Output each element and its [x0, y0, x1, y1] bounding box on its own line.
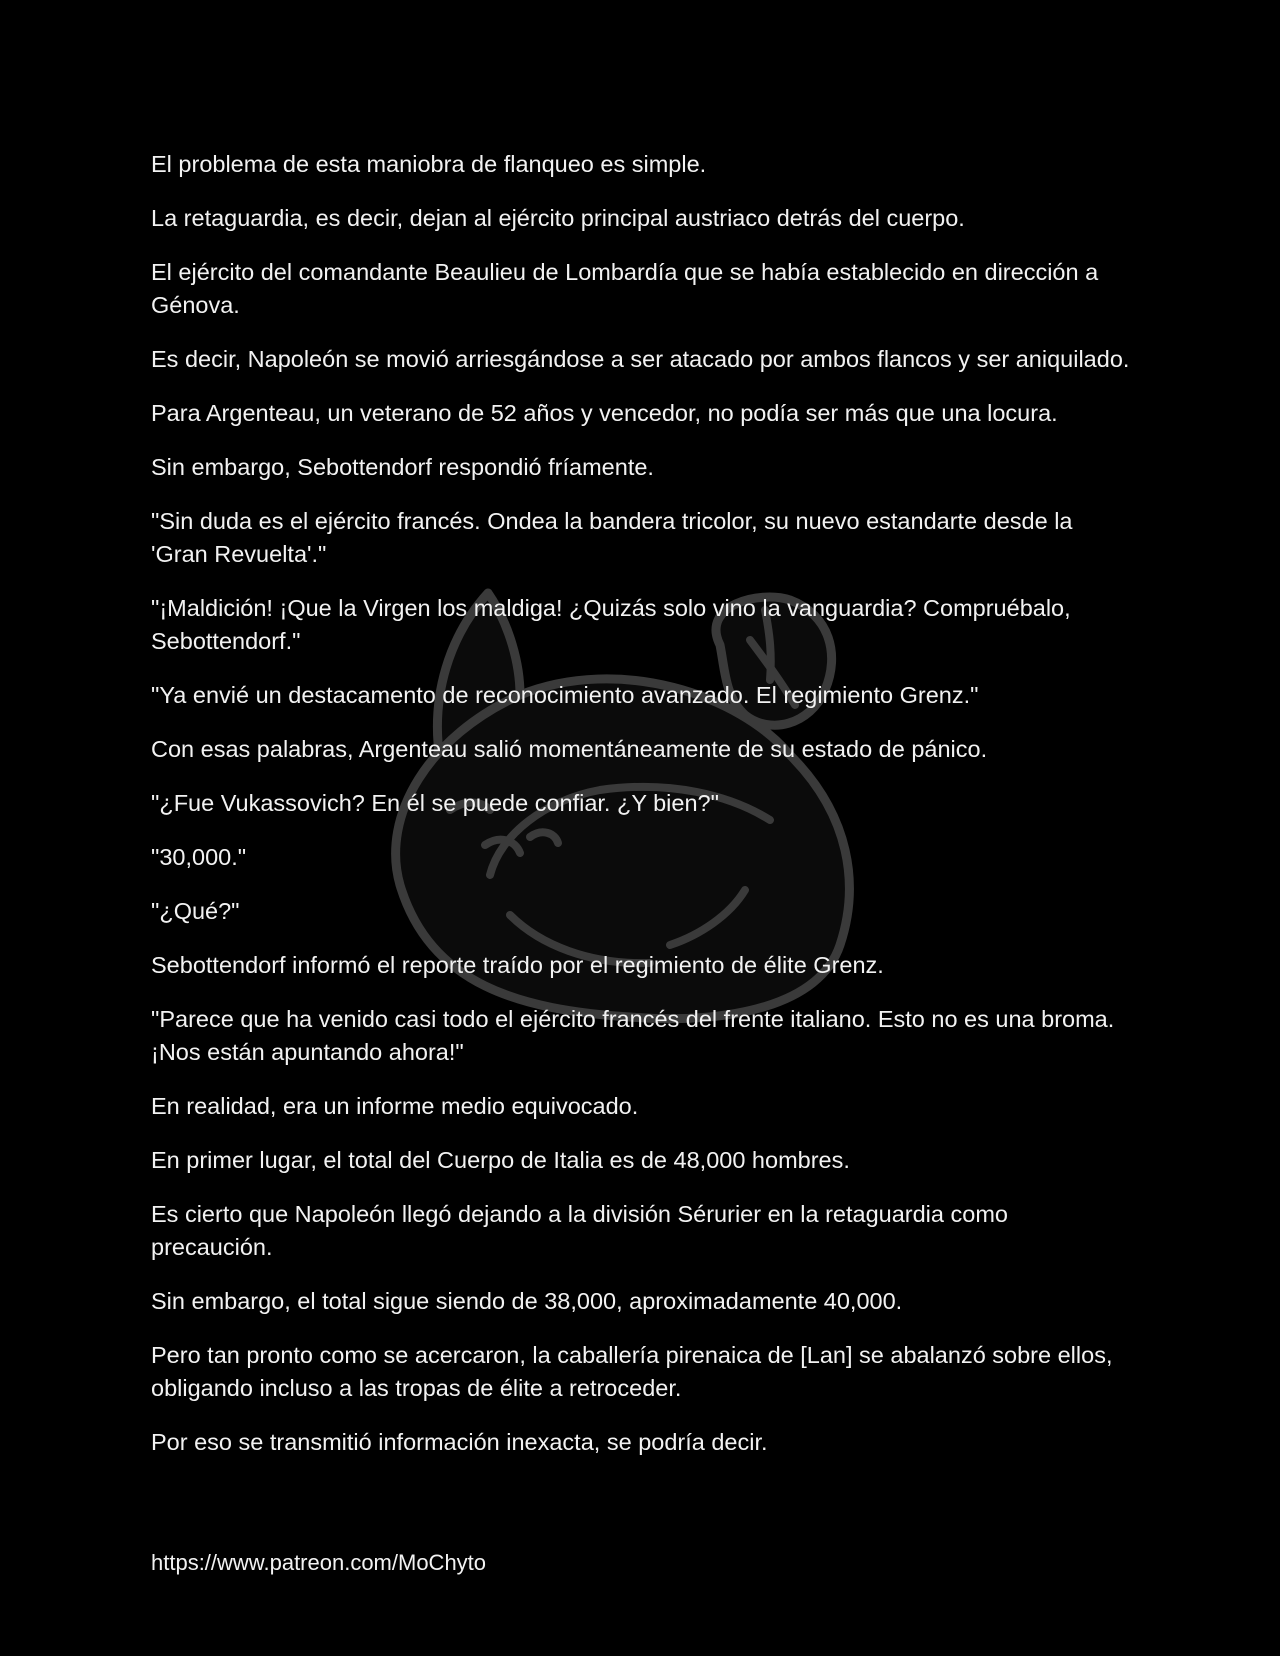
- paragraph: "¿Qué?": [151, 898, 240, 924]
- paragraph: "¿Fue Vukassovich? En él se puede confiar. ¿Y bien?": [151, 790, 719, 816]
- paragraph: El problema de esta maniobra de flanqueo es simple.: [151, 151, 707, 177]
- patreon-link[interactable]: https://www.patreon.com/MoChyto: [151, 1550, 487, 1575]
- paragraph: Es cierto que Napoleón llegó dejando a la división Sérurier en la retaguardia como precaución.: [151, 1201, 1008, 1260]
- paragraph: "Parece que ha venido casi todo el ejército francés del frente italiano. Esto no es una broma. ¡Nos están apuntando ahora!": [151, 1006, 1115, 1065]
- paragraph: Es decir, Napoleón se movió arriesgándose a ser atacado por ambos flancos y ser aniquilado.: [151, 346, 1130, 372]
- paragraph: Pero tan pronto como se acercaron, la caballería pirenaica de [Lan] se abalanzó sobre ellos, obligando incluso a las tropas de élite a retroceder.: [151, 1342, 1113, 1401]
- paragraph: El ejército del comandante Beaulieu de Lombardía que se había establecido en dirección a Génova.: [151, 259, 1099, 318]
- paragraph: Con esas palabras, Argenteau salió momentáneamente de su estado de pánico.: [151, 736, 988, 762]
- paragraph: En primer lugar, el total del Cuerpo de Italia es de 48,000 hombres.: [151, 1147, 850, 1173]
- paragraph: "Ya envié un destacamento de reconocimiento avanzado. El regimiento Grenz.": [151, 682, 979, 708]
- paragraph: En realidad, era un informe medio equivocado.: [151, 1093, 639, 1119]
- paragraph: Por eso se transmitió información inexacta, se podría decir.: [151, 1429, 768, 1455]
- paragraph: Sin embargo, Sebottendorf respondió fríamente.: [151, 454, 654, 480]
- paragraph: "30,000.": [151, 844, 247, 870]
- paragraph: La retaguardia, es decir, dejan al ejército principal austriaco detrás del cuerpo.: [151, 205, 965, 231]
- paragraph: Sin embargo, el total sigue siendo de 38,000, aproximadamente 40,000.: [151, 1288, 903, 1314]
- paragraph: "¡Maldición! ¡Que la Virgen los maldiga! ¿Quizás solo vino la vanguardia? Compruébalo, Sebottendorf.": [151, 595, 1071, 654]
- paragraph: Sebottendorf informó el reporte traído por el regimiento de élite Grenz.: [151, 952, 884, 978]
- chapter-text: [151, 148, 1131, 1480]
- paragraph: "Sin duda es el ejército francés. Ondea la bandera tricolor, su nuevo estandarte desde la 'Gran Revuelta'.": [151, 508, 1073, 567]
- paragraph: Para Argenteau, un veterano de 52 años y vencedor, no podía ser más que una locura.: [151, 400, 1058, 426]
